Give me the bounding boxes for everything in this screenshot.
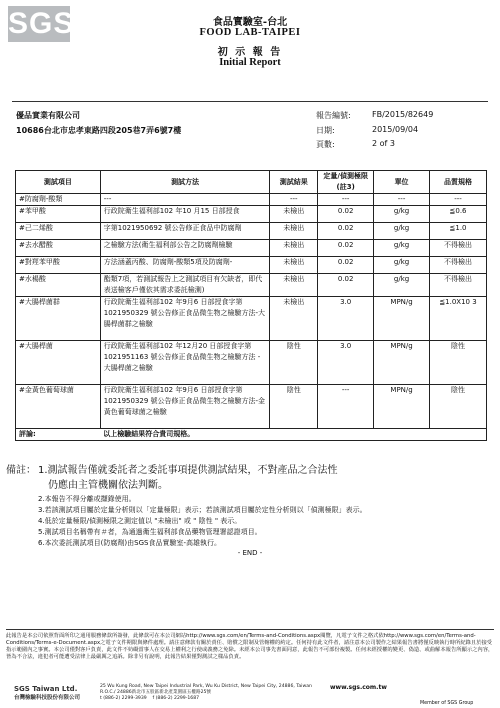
cell-spec: ≦0.6 <box>430 206 487 223</box>
cell-limit: 0.02 <box>318 274 374 297</box>
table-row <box>16 206 487 223</box>
footer-company-zh: 台灣檢驗科技股份有限公司 <box>14 695 81 701</box>
header-rule <box>12 101 488 102</box>
cell-result: 陰性 <box>270 341 318 385</box>
note-4: 4.低於定量極限/偵測極限之測定值以 "未檢出" 或 " 陰性 " 表示。 <box>38 517 242 525</box>
cell-method: 之檢驗方法(衛生福利部公告之防腐劑檢驗 <box>100 240 270 257</box>
cell-result: 未檢出 <box>270 297 318 341</box>
cell-method: 方法涵蓋丙酸、防腐劑-酸類5項及防腐劑- <box>100 257 270 274</box>
disclaimer-rule <box>6 629 494 630</box>
cell-limit: 0.02 <box>318 240 374 257</box>
table-row <box>16 274 487 297</box>
cell-item: #去水醋酸 <box>16 240 101 257</box>
table-row <box>16 223 487 240</box>
cell-result: 未檢出 <box>270 206 318 223</box>
report-type-zh: 初 示 報 告 <box>217 47 283 58</box>
col-header-result: 測試結果 <box>270 171 318 194</box>
client-address: 10686台北市忠孝東路四段205巷7弄6號7樓 <box>16 126 182 135</box>
col-header-item: 測試項目 <box>16 171 101 194</box>
cell-limit: 0.02 <box>318 223 374 240</box>
end-marker: - END - <box>237 549 263 557</box>
cell-spec: 不得檢出 <box>430 257 487 274</box>
lab-name-zh: 食品實驗室-台北 <box>212 17 288 28</box>
cell-method: 字第1021950692 號公告修正食品中防腐劑 <box>100 223 270 240</box>
table-row <box>16 297 487 341</box>
evaluation-text: 以上檢驗結果符合貴司規格。 <box>100 429 486 441</box>
footer-company-en: SGS Taiwan Ltd. <box>14 685 78 693</box>
cell-result: 陰性 <box>270 385 318 429</box>
cell-unit: --- <box>374 194 430 206</box>
cell-spec: 陰性 <box>430 385 487 429</box>
client-name: 優品實業有限公司 <box>16 111 80 120</box>
table-row <box>16 341 487 385</box>
cell-result: --- <box>270 194 318 206</box>
cell-item: #防腐劑-酸類 <box>16 194 101 206</box>
cell-item: #水楊酸 <box>16 274 101 297</box>
note-6: 6.本次委託測試項目(防腐劑)由SGS食品實驗室-高雄執行。 <box>38 539 221 547</box>
cell-unit: g/kg <box>374 257 430 274</box>
table-row <box>16 194 487 206</box>
disclaimer-text: 此報告是本公司依照背面所印之通用服務條款所簽發，此條款可在本公司網站http://www.sgs.com/en/Terms-and-Conditions.aspx閱覽，凡電子文件之格式依http://www.sgs.com/en/Terms-and-Conditions/Terms-e-Document.aspx之電子文件期限與條件處理。請注意條款有關於責任、賠償之限制及管轄權的約定。任何持有此文件者，請注意本公司製作之結果報告書將僅反映執行時所紀錄且於接受指示範圍內之事實。本公司僅對客戶負責，此文件不妨礙當事人在交易上權利之行使或義務之免除。未經本公司事先書面同意，此報告不可部份複製。任何未經授權的變更、偽造、或曲解本報告所顯示之內容，皆為不合法，違犯者可能遭受法律上最嚴厲之追訴。除非另有說明，此報告結果僅對測試之樣品負責。 <box>6 633 494 660</box>
cell-unit: MPN/g <box>374 341 430 385</box>
footer-web[interactable]: www.sgs.com.tw <box>330 684 387 691</box>
cell-method: 行政院衛生福利部102 年9月6 日部授食字第1021950329 號公告修正食品微生物之檢驗方法-金黃色葡萄球菌之檢驗 <box>100 385 270 429</box>
note-3: 3.若該測試項目屬於定量分析則以「定量極限」表示；若該測試項目屬於定性分析則以「偵測極限」表示。 <box>38 506 367 514</box>
cell-method: 行政院衛生福利部102 年12月20 日部授食字第1021951163 號公告修正食品微生物之檢驗方法 - 大腸桿菌之檢驗 <box>100 341 270 385</box>
report-type-en: Initial Report <box>219 57 281 68</box>
footer-company <box>14 685 80 701</box>
cell-unit: MPN/g <box>374 297 430 341</box>
col-header-unit: 單位 <box>374 171 430 194</box>
cell-unit: g/kg <box>374 240 430 257</box>
col-header-limit: 定量/偵測極限(註3) <box>318 171 374 194</box>
date-label: 日期: <box>316 126 335 135</box>
cell-result: 未檢出 <box>270 240 318 257</box>
cell-limit: 3.0 <box>318 297 374 341</box>
cell-item: #大腸桿菌群 <box>16 297 101 341</box>
cell-method: --- <box>100 194 270 206</box>
cell-limit: --- <box>318 194 374 206</box>
cell-spec: 不得檢出 <box>430 274 487 297</box>
cell-method: 行政院衛生福利部102 年10 月15 日部授食 <box>100 206 270 223</box>
notes-label: 備註： <box>6 465 36 476</box>
cell-spec: --- <box>430 194 487 206</box>
cell-result: 未檢出 <box>270 223 318 240</box>
report-number: FB/2015/82649 <box>372 110 434 119</box>
lab-name-en: FOOD LAB-TAIPEI <box>199 27 301 38</box>
sgs-logo: SGS <box>8 7 75 40</box>
cell-item: #苯甲酸 <box>16 206 101 223</box>
cell-spec: ≦1.0X10 3 <box>430 297 487 341</box>
cell-method: 行政院衛生福利部102 年9月6 日部授食字第1021950329 號公告修正食品微生物之檢驗方法-大腸桿菌群之檢驗 <box>100 297 270 341</box>
cell-limit: 0.02 <box>318 206 374 223</box>
note-2: 2.本報告不得分離或擷錄使用。 <box>38 495 136 503</box>
evaluation-label: 評論: <box>16 429 101 441</box>
footer-member: Member of SGS Group <box>420 701 474 706</box>
cell-unit: MPN/g <box>374 385 430 429</box>
footer-address: 25 Wu Kung Road, New Taipei Industrial Park, Wu Ku District, New Taipei City, 24886, Taiwan R.O.C./ 24886新北市五股區新北產業園區五權路25號 <box>100 684 312 695</box>
cell-spec: 陰性 <box>430 341 487 385</box>
cell-item: #對羥苯甲酸 <box>16 257 101 274</box>
cell-spec: ≦1.0 <box>430 223 487 240</box>
report-date: 2015/09/04 <box>372 125 419 134</box>
page-number: 2 of 3 <box>372 139 395 148</box>
page-label: 頁數: <box>316 140 335 149</box>
cell-result: 未檢出 <box>270 257 318 274</box>
cell-unit: g/kg <box>374 274 430 297</box>
footer-address-block <box>100 684 326 702</box>
table-row <box>16 240 487 257</box>
table-header-row <box>16 171 487 194</box>
table-row <box>16 257 487 274</box>
note-5: 5.測試項目名稱帶有＃者，為通過衛生福利部食品藥物管理署認證項目。 <box>38 528 262 536</box>
cell-item: #己二烯酸 <box>16 223 101 240</box>
footer-fax: f (886-2) 2299-1687 <box>152 696 200 701</box>
footer-phone: t (886-2) 2299-3939 <box>100 696 147 701</box>
cell-spec: 不得檢出 <box>430 240 487 257</box>
cell-unit: g/kg <box>374 223 430 240</box>
note-1-cont: 仍應由主管機關依法判斷。 <box>48 480 168 491</box>
footer-contact <box>100 696 326 702</box>
note-1: 1.測試報告僅就委託者之委託事項提供測試結果，不對產品之合法性 <box>38 465 338 476</box>
cell-item: #金黃色葡萄球菌 <box>16 385 101 429</box>
col-header-spec: 品質規格 <box>430 171 487 194</box>
cell-limit: 0.02 <box>318 257 374 274</box>
report-number-label: 報告編號: <box>316 111 351 120</box>
cell-unit: g/kg <box>374 206 430 223</box>
cell-method: 酯類7項，若測試報告上之測試項目有欠缺者，即代表送檢客戶僅依其需求委託檢測) <box>100 274 270 297</box>
table-row <box>16 385 487 429</box>
cell-limit: --- <box>318 385 374 429</box>
cell-result: 未檢出 <box>270 274 318 297</box>
cell-item: #大腸桿菌 <box>16 341 101 385</box>
cell-limit: 3.0 <box>318 341 374 385</box>
col-header-method: 測試方法 <box>100 171 270 194</box>
evaluation-row <box>16 429 487 441</box>
results-table <box>15 170 487 441</box>
